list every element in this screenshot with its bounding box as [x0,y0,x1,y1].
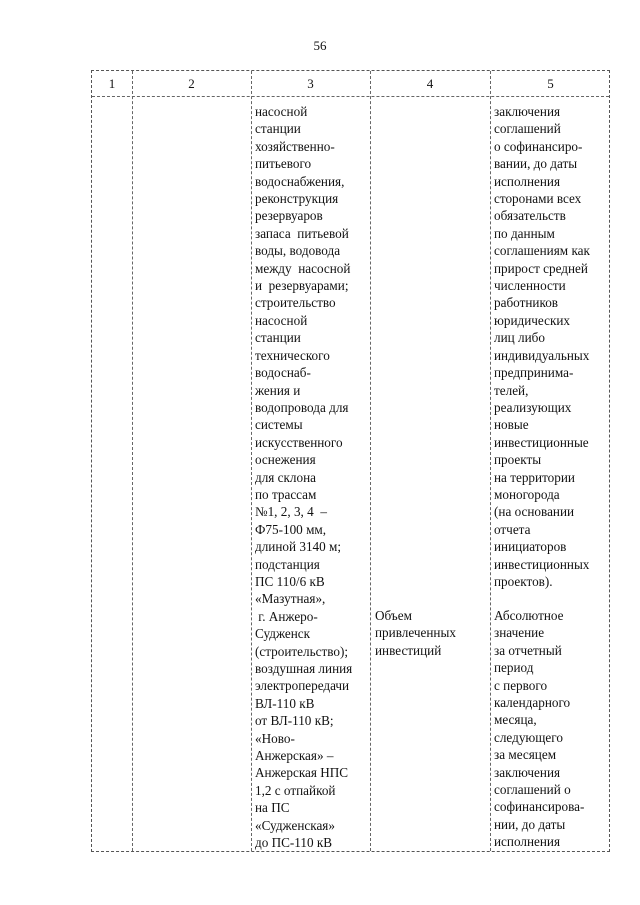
header-divider [92,96,609,97]
column-divider [370,71,371,851]
text-line: следующего [494,729,563,745]
text-line: «Судженская» [255,817,335,833]
text-line: электропередачи [255,678,350,694]
text-line: период [494,660,534,676]
column-3-text [255,103,352,851]
text-line: вании, до даты [494,156,578,172]
text-line: 1,2 с отпайкой [255,782,336,798]
text-line: подстанция [255,556,320,572]
text-line: отчета [494,521,531,537]
text-line: лиц либо [494,330,545,346]
column-5-text-bottom [494,607,584,851]
text-line: между насосной [255,260,351,276]
text-line: и резервуарами; [255,278,349,294]
text-line: №1, 2, 3, 4 – [255,504,327,520]
text-line: резервуаров [255,208,323,224]
text-line: соглашений о [494,782,571,798]
text-line: соглашениям как [494,243,590,259]
text-line: моногорода [494,486,560,502]
text-line: о софинансиро- [494,138,583,154]
text-line: до ПС-110 кВ [255,835,333,851]
text-line: инвестиционных [494,556,590,572]
text-line: индивидуальных [494,347,590,363]
text-line: оснежения [255,452,316,468]
text-line: хозяйственно- [255,138,335,154]
text-line: проектов). [494,573,553,589]
text-line: воздушная линия [255,661,353,676]
text-line: значение [494,625,545,641]
text-line: месяца, [494,712,537,728]
text-line: реконструкция [255,191,339,207]
text-line: станции [255,330,301,346]
text-line: с первого [494,677,548,693]
column-5-text-top [494,103,590,590]
text-line: по данным [494,225,555,241]
text-line: ПС 110/6 кВ [255,573,325,589]
header-cell-1: 1 [108,76,116,91]
text-line: водоснабжения, [255,173,345,189]
text-line: Абсолютное [494,608,564,623]
text-line: обязательств [494,208,566,224]
text-line: строительство [255,295,336,311]
text-line: инвестиционные [494,434,589,450]
column-4-text [375,607,456,659]
text-line: искусственного [255,434,343,450]
text-line: для склона [255,469,316,485]
text-line: Ф75-100 мм, [255,521,327,537]
page-number: 56 [313,38,327,53]
text-line: питьевого [255,156,312,172]
text-line: заключения [494,764,561,780]
text-line: прирост средней [494,260,588,276]
text-line: на ПС [255,800,290,816]
text-line: насосной [255,312,308,328]
text-line: новые [494,417,529,433]
text-line: телей, [494,382,529,398]
text-line: исполнения [494,173,561,189]
text-line: реализующих [494,399,572,415]
text-line: календарного [494,695,571,711]
text-line: Анжерская НПС [255,765,349,781]
text-line: работников [494,295,559,311]
column-divider [132,71,133,851]
text-line: заключения [494,104,561,119]
text-line: г. Анжеро- [255,608,318,624]
document-table [91,70,610,852]
text-line: водопровода для [255,399,349,415]
text-line: соглашений [494,121,561,137]
text-line: за месяцем [494,747,557,763]
text-line: воды, водовода [255,243,341,259]
text-line: исполнения [494,834,561,850]
text-line: (на основании [494,504,575,520]
text-line: «Мазутная», [255,591,326,607]
text-line: Анжерская» – [255,748,334,764]
header-cell-3: 3 [307,76,314,91]
text-line: нии, до даты [494,816,566,832]
text-line: сторонами всех [494,191,582,207]
text-line: запаса питьевой [255,225,349,241]
text-line: инициаторов [494,539,567,555]
text-line: (строительство); [255,643,349,659]
text-line: инвестиций [375,642,442,658]
text-line: Объем [375,608,412,623]
text-line: софинансирова- [494,799,585,815]
text-line: юридических [494,312,570,328]
text-line: от ВЛ-110 кВ; [255,713,334,729]
column-divider [490,71,491,851]
text-line: системы [255,417,303,433]
text-line: ВЛ-110 кВ [255,695,315,711]
text-line: проекты [494,452,542,468]
text-line: привлеченных [375,625,456,641]
text-line: Судженск [255,626,311,642]
text-line: жения и [255,382,301,398]
text-line: технического [255,347,330,363]
header-cell-4: 4 [426,76,434,91]
header-cell-2: 2 [188,76,195,91]
text-line: «Ново- [255,730,295,746]
text-line: предпринима- [494,365,574,381]
text-line: за отчетный [494,642,562,658]
text-line: численности [494,278,566,294]
text-line: на территории [494,469,575,485]
text-line: станции [255,121,301,137]
text-line: водоснаб- [255,365,311,381]
text-line: по трассам [255,486,317,502]
text-line: насосной [255,104,308,119]
text-line: длиной 3140 м; [255,539,342,555]
header-cell-5: 5 [547,76,554,91]
column-divider [251,71,252,851]
